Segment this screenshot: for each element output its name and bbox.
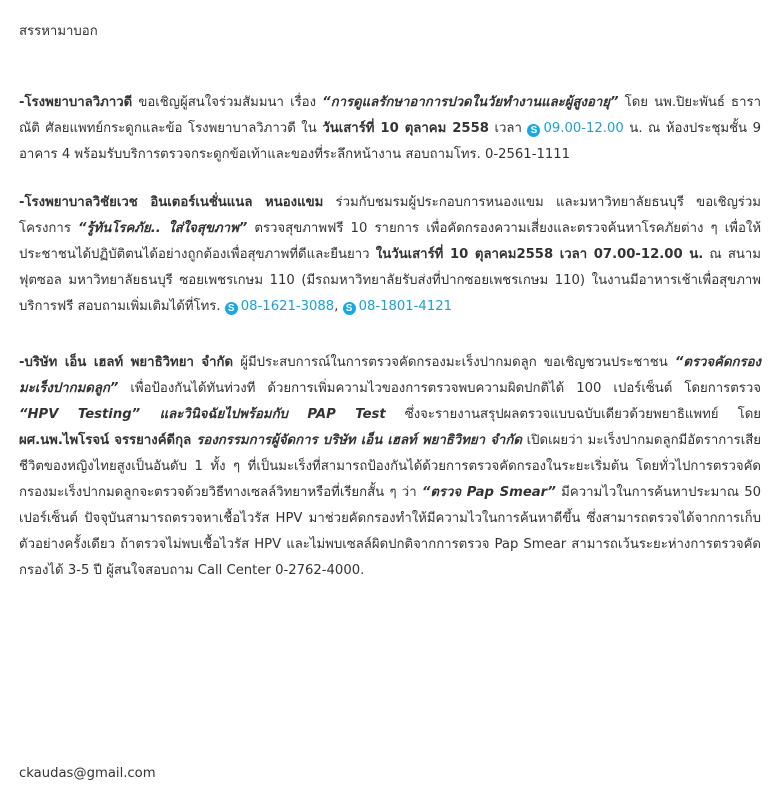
page-title: สรรหามาบอก (19, 24, 98, 39)
org-name: -บริษัท เอ็น เฮลท์ พยาธิวิทยา จำกัด (19, 355, 234, 370)
project-name: “รู้ทันโรคภัย.. ใส่ใจสุขภาพ” (78, 221, 248, 236)
pap-smear-name: “ตรวจ Pap Smear” (421, 485, 556, 500)
event-time-link[interactable]: S 09.00-12.00 (527, 121, 623, 136)
event-paragraph-vichaivej: -โรงพยาบาลวิชัยเวช อินเตอร์เนชั่นแนล หนองแขม ร่วมกับชมรมผู้ประกอบการหนองแขม และมหาวิทยาลัยธนบุรี ขอเชิญร่วมโครงการ “รู้ทันโรคภัย.. ใส่ใจสุขภาพ” ตรวจสุขภาพฟรี 10 รายการ เพื่อคัดกรองความเสี่ยงและตรวจค้นหาโรคภัยต่าง ๆ เพื่อให้ประชาชนได้ปฏิบัติตนได้อย่างถูกต้องเพื่อสุขภาพที่ดีและยืนยาว ในวันเสาร์ที่ 10 ตุลาคม2558 เวลา 07.00-12.00 น. ณ สนามฟุตซอล มหาวิทยาลัยธนบุรี ซอยเพชรเกษม 110 (มีรถมหาวิทยาลัยรับส่งที่ปากซอยเพชรเกษม 110) ในงานมีอาหารเช้าเพื่อสุขภาพบริการฟรี สอบถามเพิ่มเติมได้ที่โทร. S 08-1621-3088, S 08-1801-4121 (19, 195, 762, 314)
doctor-position: รองกรรมการผู้จัดการ บริษัท เอ็น เฮลท์ พยาธิวิทยา จำกัด (191, 433, 522, 448)
phone-link-2[interactable]: S 08-1801-4121 (343, 299, 452, 314)
hpv-test-name: “HPV Testing” และวินิจฉัยไปพร้อมกับ PAP Test (19, 407, 386, 422)
seminar-topic: “การดูแลรักษาอาการปวดในวัยทำงานและผู้สูงอายุ” (322, 95, 619, 110)
skype-icon: S (343, 302, 356, 315)
contact-email: ckaudas@gmail.com (19, 766, 156, 781)
event-datetime: ในวันเสาร์ที่ 10 ตุลาคม2558 เวลา 07.00-12.00 น. (375, 247, 704, 262)
org-name: -โรงพยาบาลวิภาวดี (19, 95, 133, 110)
skype-icon: S (527, 124, 540, 137)
event-date: วันเสาร์ที่ 10 ตุลาคม 2558 (322, 121, 489, 136)
org-name: -โรงพยาบาลวิชัยเวช อินเตอร์เนชั่นแนล หนองแขม (19, 195, 324, 210)
event-paragraph-n-health: -บริษัท เอ็น เฮลท์ พยาธิวิทยา จำกัด ผู้มีประสบการณ์ในการตรวจคัดกรองมะเร็งปากมดลูก ขอเชิญชวนประชาชน “ตรวจคัดกรองมะเร็งปากมดลูก” เพื่อป้องกันได้ทันท่วงที ด้วยการเพิ่มความไวของการตรวจพบความผิดปกติได้ 100 เปอร์เซ็นต์ โดยการตรวจ “HPV Testing” และวินิจฉัยไปพร้อมกับ PAP Test ซึ่งจะรายงานสรุปผลตรวจแบบฉบับเดียวด้วยพยาธิแพทย์ โดย ผศ.นพ.ไพโรจน์ จรรยางค์ดีกุล รองกรรมการผู้จัดการ บริษัท เอ็น เฮลท์ พยาธิวิทยา จำกัด เปิดเผยว่า มะเร็งปากมดลูกมีอัตราการเสียชีวิตของหญิงไทยสูงเป็นอันดับ 1 ทั้ง ๆ ที่เป็นมะเร็งที่สามารถป้องกันได้ด้วยการตรวจคัดกรองในระยะเริ่มต้น โดยทั่วไปการตรวจคัดกรองมะเร็งปากมดลูกจะตรวจด้วยวิธีทางเซลล์วิทยาหรือที่เรียกสั้น ๆ ว่า “ตรวจ Pap Smear” มีความไวในการค้นหาประมาณ 50 เปอร์เซ็นต์ ปัจจุบันสามารถตรวจหาเชื้อไวรัส HPV มาช่วยคัดกรองทำให้มีความไวในการค้นหาดีขึ้น ซึ่งสามารถตรวจได้จากการเก็บตัวอย่างครั้งเดียว ถ้าตรวจไม่พบเชื้อไวรัส HPV และไม่พบเซลล์ผิดปกติจากการตรวจ Pap Smear สามารถเว้นระยะห่างการตรวจคัดกรองได้ 3-5 ปี ผู้สนใจสอบถาม Call Center 0-2762-4000. (19, 355, 761, 578)
doctor-name: ผศ.นพ.ไพโรจน์ จรรยางค์ดีกุล (19, 433, 192, 448)
event-paragraph-vibhavadi: -โรงพยาบาลวิภาวดี ขอเชิญผู้สนใจร่วมสัมมนา เรื่อง “การดูแลรักษาอาการปวดในวัยทำงานและผู้สูงอายุ” โดย นพ.ปิยะพันธ์ ธาราณัติ ศัลยแพทย์กระดูกและข้อ โรงพยาบาลวิภาวดี ใน วันเสาร์ที่ 10 ตุลาคม 2558 เวลา S 09.00-12.00 น. ณ ห้องประชุมชั้น 9 อาคาร 4 พร้อมรับบริการตรวจกระดูกข้อเท้าและของที่ระลึกหน้างาน สอบถามโทร. 0-2561-1111 (19, 95, 762, 162)
skype-icon: S (225, 302, 238, 315)
phone-link-1[interactable]: S 08-1621-3088 (225, 299, 334, 314)
campaign-name: “ตรวจคัดกรองมะเร็งปากมดลูก” (19, 355, 761, 396)
